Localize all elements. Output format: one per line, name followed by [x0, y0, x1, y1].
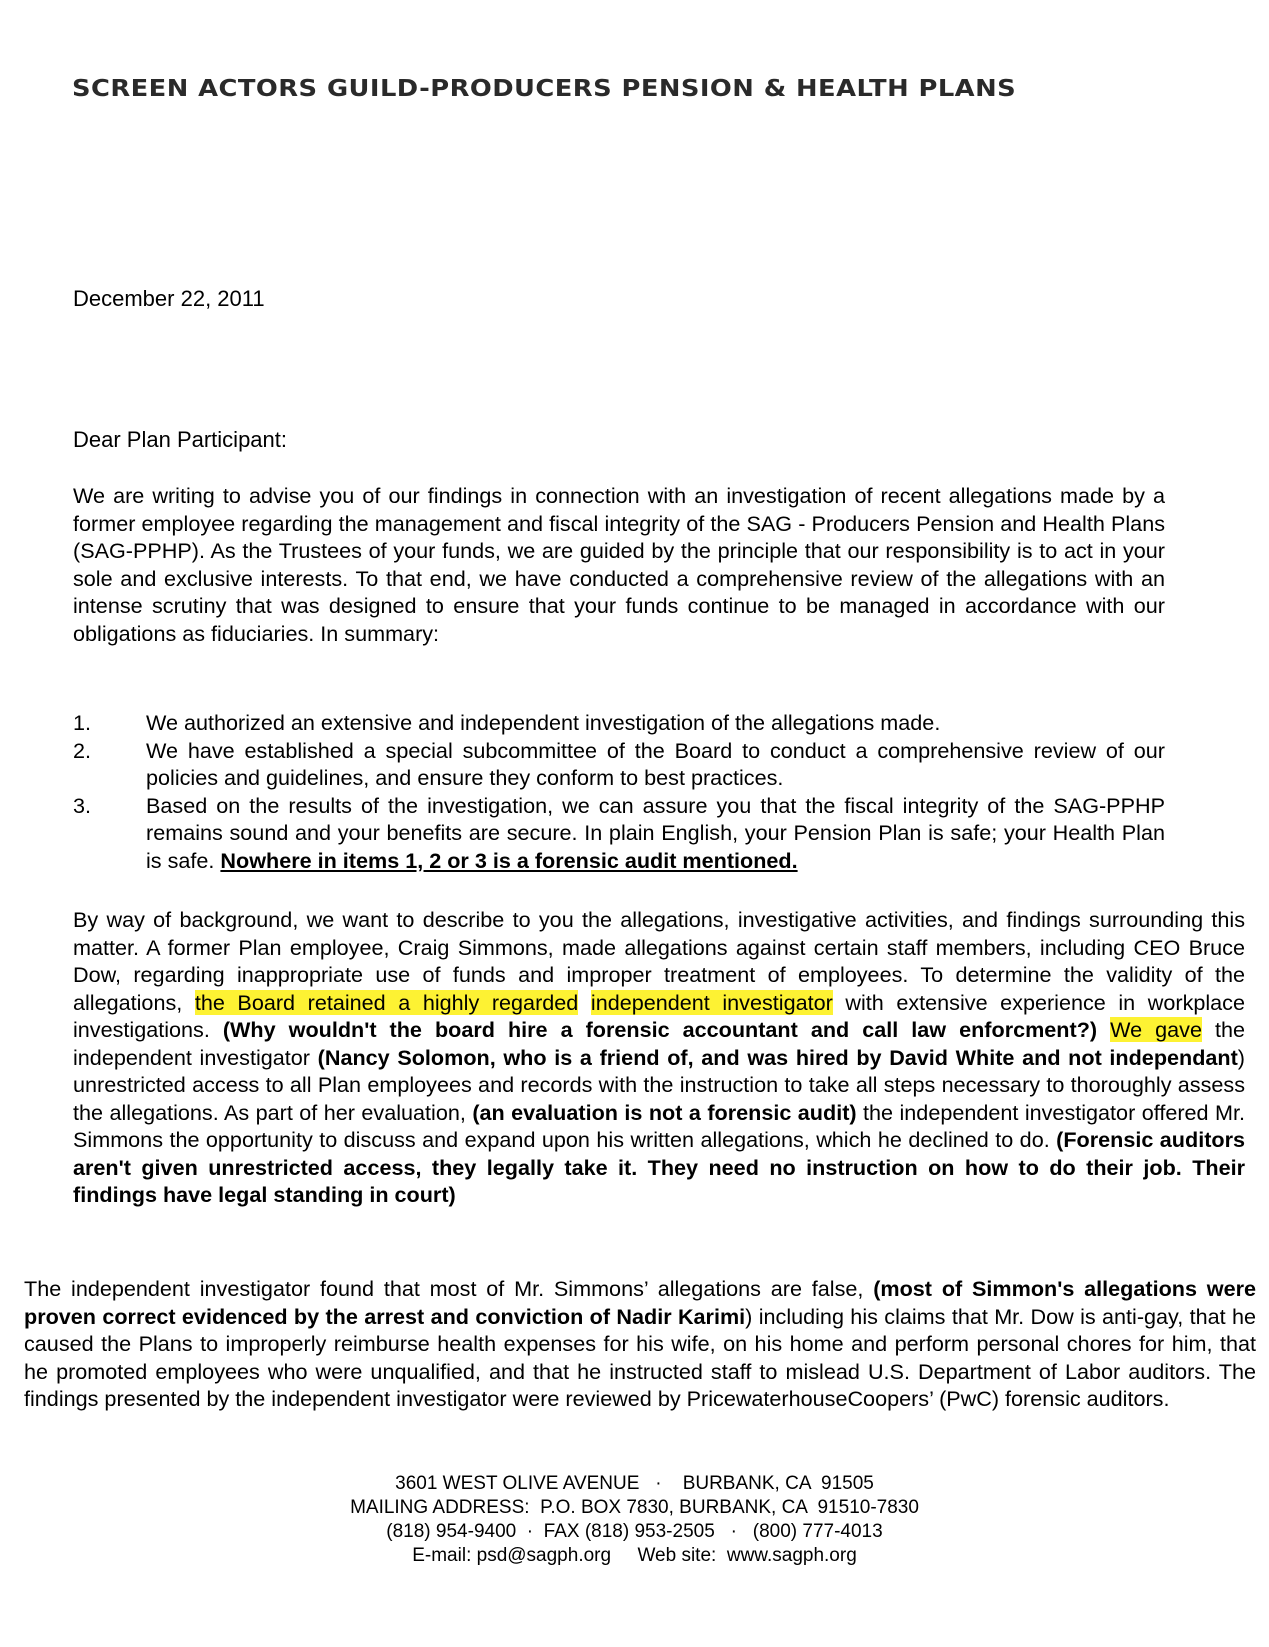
salutation: Dear Plan Participant:	[73, 427, 287, 452]
list-number: 1.	[73, 710, 92, 735]
footer-contact: E-mail: psd@sagph.org Web site: www.sagph.org	[412, 1545, 857, 1566]
annotation-text: (Nancy Solomon, who is a friend of, and was hired by David White and not independant	[317, 1044, 1238, 1070]
annotation-text: (Why wouldn't the board hire a forensic accountant and call law enforcment?)	[222, 1017, 1098, 1042]
footer-address: 3601 WEST OLIVE AVENUE · BURBANK, CA 91505	[395, 1473, 874, 1494]
body-text	[578, 990, 591, 1015]
findings-paragraph	[24, 1275, 1256, 1413]
background-paragraph	[73, 906, 1245, 1209]
body-text: By way of background, we want to describe to you the allegations, investigative activities, and findings surrounding this matter. A former Plan employee, Craig Simmons, made allegations against certain staff members, including CEO Bruce Dow, regarding inappropriate use of funds and improper treatment of employees. To determine the validity of the allegations,	[73, 907, 1245, 1015]
list-text: We authorized an extensive and independent investigation of the allegations made.	[146, 710, 941, 735]
list-number: 2.	[73, 737, 92, 763]
list-item	[73, 709, 1165, 737]
letter-date: December 22, 2011	[73, 286, 265, 311]
annotation-text: (most of Simmon's allegations were proven correct evidenced by the arrest and conviction of Nadir Karimi	[24, 1276, 1256, 1329]
footer-phone-numbers: (818) 954-9400 · FAX (818) 953-2505 · (800) 777-4013	[386, 1521, 883, 1542]
annotation-note: Nowhere in items 1, 2 or 3 is a forensic audit mentioned.	[220, 847, 798, 873]
body-text: The independent investigator found that most of Mr. Simmons’ allegations are false,	[24, 1276, 874, 1301]
highlighted-text: We gave	[1110, 1017, 1202, 1042]
letterhead: SCREEN ACTORS GUILD-PRODUCERS PENSION & HEALTH PLANS	[72, 76, 1017, 102]
body-text: the independent investigator offered Mr. Simmons the opportunity to discuss and expand upon his written allegations, which he declined to do.	[73, 1099, 1245, 1152]
body-text: ) including his claims that Mr. Dow is anti-gay, that he caused the Plans to improperly reimburse health expenses for his wife, on his home and perform personal chores for him, that he promoted employees who were unqualified, and that he instructed staff to mislead U.S. Department of Labor auditors. The findings presented by the independent investigator were reviewed by PricewaterhouseCoopers’ (PwC) forensic auditors.	[24, 1303, 1257, 1411]
highlighted-text: independent investigator	[590, 989, 833, 1015]
letter-footer	[0, 1472, 1269, 1568]
footer-mailing-address: MAILING ADDRESS: P.O. BOX 7830, BURBANK, CA 91510-7830	[350, 1497, 919, 1518]
body-text: with extensive experience in workplace investigations.	[73, 989, 1245, 1042]
body-text: ) unrestricted access to all Plan employees and records with the instruction to take all steps necessary to thoroughly assess the allegations. As part of her evaluation,	[73, 1044, 1245, 1125]
summary-list	[73, 709, 1165, 874]
list-text: We have established a special subcommittee of the Board to conduct a comprehensive review of our policies and guidelines, and ensure they conform to best practices.	[146, 737, 1165, 790]
annotation-text: (Forensic auditors aren't given unrestricted access, they legally take it. They need no instruction on how to do their job. Their findings have legal standing in court)	[73, 1127, 1245, 1207]
list-text: Based on the results of the investigation, we can assure you that the fiscal integrity of the SAG-PPHP remains sound and your benefits are secure. In plain English, your Pension Plan is safe; your Health Plan is safe.	[146, 792, 1165, 873]
list-item	[73, 737, 1165, 792]
intro-paragraph: We are writing to advise you of our findings in connection with an investigation of recent allegations made by a former employee regarding the management and fiscal integrity of the SAG - Producers Pension and Health Plans (SAG-PPHP). As the Trustees of your funds, we are guided by the principle that our responsibility is to act in your sole and exclusive interests. To that end, we have conducted a comprehensive review of the allegations with an intense scrutiny that was designed to ensure that your funds continue to be managed in accordance with our obligations as fiduciaries. In summary:	[73, 483, 1165, 646]
highlighted-text: the Board retained a highly regarded	[194, 989, 579, 1015]
body-text	[1097, 1017, 1110, 1042]
list-number: 3.	[73, 792, 92, 818]
list-item	[73, 792, 1165, 875]
annotation-text: (an evaluation is not a forensic audit)	[472, 1099, 857, 1125]
body-text: the independent investigator	[73, 1017, 1246, 1070]
